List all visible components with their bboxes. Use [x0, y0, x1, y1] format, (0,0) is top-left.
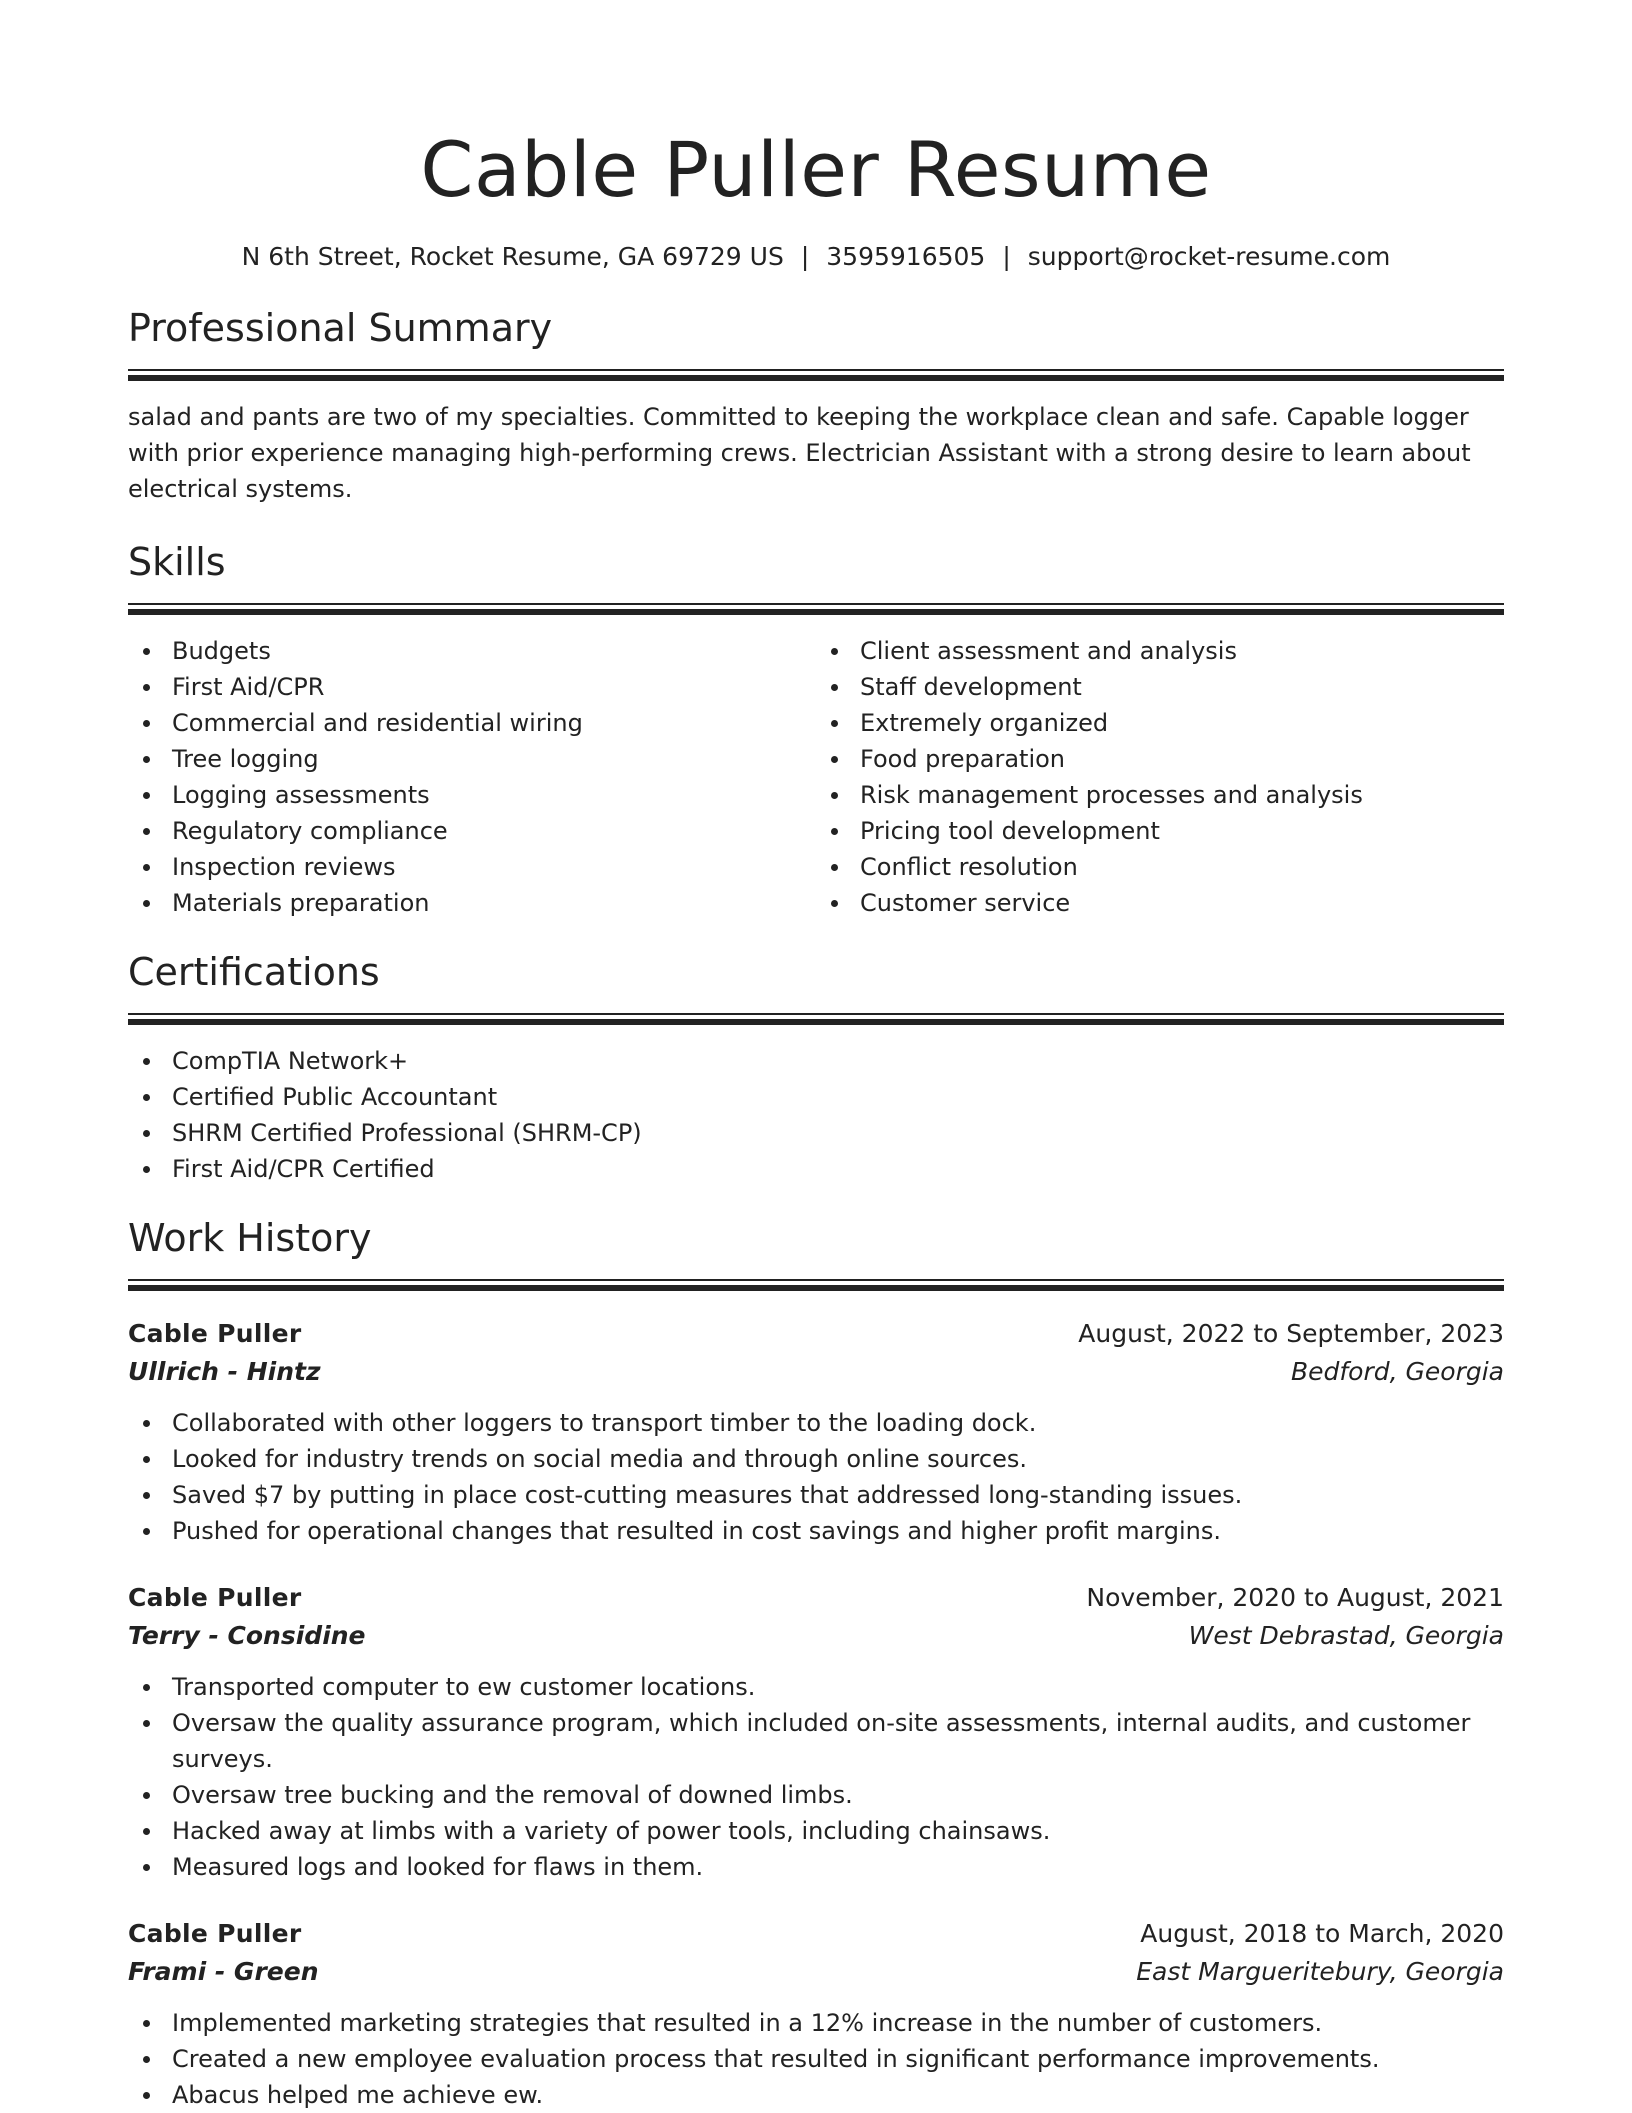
list-item: Regulatory compliance: [172, 813, 816, 849]
list-item: Materials preparation: [172, 885, 816, 921]
list-item: Risk management processes and analysis: [860, 777, 1504, 813]
section-divider: [128, 369, 1504, 389]
list-item: Logging assessments: [172, 777, 816, 813]
job-header: [128, 1915, 1504, 1953]
list-item: Transported computer to ew customer locations.: [172, 1669, 1504, 1705]
section-divider: [128, 1279, 1504, 1299]
list-item: Abacus helped me achieve ew.: [172, 2077, 1504, 2113]
skills-heading: Skills: [128, 540, 226, 584]
list-item: Oversaw tree bucking and the removal of downed limbs.: [172, 1777, 1504, 1813]
job-location: West Debrastad, Georgia: [1188, 1621, 1504, 1650]
summary-section: [128, 303, 1504, 507]
list-item: Pushed for operational changes that resulted in cost savings and higher profit margins.: [172, 1513, 1504, 1549]
job-location: East Margueritebury, Georgia: [1136, 1957, 1504, 1986]
job-header: [128, 1579, 1504, 1617]
contact-address: N 6th Street, Rocket Resume, GA 69729 US: [241, 242, 784, 271]
list-item: Looked for industry trends on social media and through online sources.: [172, 1441, 1504, 1477]
work-history-heading: Work History: [128, 1216, 372, 1260]
job-duties: [128, 1669, 1504, 1885]
certifications-heading: Certifications: [128, 950, 380, 994]
list-item: Staff development: [860, 669, 1504, 705]
contact-line: [128, 240, 1504, 274]
certifications-list: [128, 1043, 1504, 1187]
job-dates: August, 2018 to March, 2020: [1140, 1919, 1504, 1948]
contact-email: support@rocket-resume.com: [1027, 242, 1391, 271]
list-item: Created a new employee evaluation process that resulted in significant performance improvements.: [172, 2041, 1504, 2077]
job-title: Cable Puller: [128, 1319, 302, 1348]
list-item: Hacked away at limbs with a variety of power tools, including chainsaws.: [172, 1813, 1504, 1849]
skills-column-right: [816, 633, 1504, 921]
job-location: Bedford, Georgia: [1290, 1357, 1504, 1386]
summary-text: salad and pants are two of my specialties. Committed to keeping the workplace clean and safe. Capable logger with prior experience managing high-performing crews. Electrician Assistant with a strong desire to learn about electrical systems.: [128, 403, 1471, 503]
list-item: Saved $7 by putting in place cost-cutting measures that addressed long-standing issues.: [172, 1477, 1504, 1513]
list-item: Tree logging: [172, 741, 816, 777]
contact-separator: |: [800, 242, 810, 271]
job-entry: [128, 1915, 1504, 2113]
certifications-section: [128, 947, 1504, 1187]
job-company: Frami - Green: [128, 1957, 319, 1986]
list-item: Collaborated with other loggers to transport timber to the loading dock.: [172, 1405, 1504, 1441]
contact-phone: 3595916505: [826, 242, 986, 271]
list-item: Measured logs and looked for flaws in them.: [172, 1849, 1504, 1885]
job-company: Ullrich - Hintz: [128, 1357, 321, 1386]
list-item: Conflict resolution: [860, 849, 1504, 885]
job-entry: [128, 1579, 1504, 1885]
list-item: Extremely organized: [860, 705, 1504, 741]
job-title: Cable Puller: [128, 1583, 302, 1612]
list-item: First Aid/CPR Certified: [172, 1151, 1504, 1187]
list-item: First Aid/CPR: [172, 669, 816, 705]
skills-grid: [128, 633, 1504, 921]
job-subheader: [128, 1353, 1504, 1391]
job-dates: August, 2022 to September, 2023: [1078, 1319, 1504, 1348]
job-dates: November, 2020 to August, 2021: [1086, 1583, 1504, 1612]
skills-section: [128, 537, 1504, 921]
resume-title: Cable Puller Resume: [420, 125, 1212, 214]
summary-heading: Professional Summary: [128, 306, 553, 350]
job-subheader: [128, 1617, 1504, 1655]
job-entry: [128, 1315, 1504, 1549]
job-company: Terry - Considine: [128, 1621, 366, 1650]
list-item: Budgets: [172, 633, 816, 669]
list-item: CompTIA Network+: [172, 1043, 1504, 1079]
list-item: Inspection reviews: [172, 849, 816, 885]
work-history-section: [128, 1213, 1504, 2113]
job-subheader: [128, 1953, 1504, 1991]
section-divider: [128, 603, 1504, 623]
contact-separator: |: [1002, 242, 1011, 271]
list-item: Certified Public Accountant: [172, 1079, 1504, 1115]
job-duties: [128, 1405, 1504, 1549]
list-item: Food preparation: [860, 741, 1504, 777]
list-item: Oversaw the quality assurance program, which included on-site assessments, internal audits, and customer surveys.: [172, 1705, 1504, 1777]
job-header: [128, 1315, 1504, 1353]
list-item: Customer service: [860, 885, 1504, 921]
skills-list-right: [816, 633, 1504, 921]
skills-column-left: [128, 633, 816, 921]
list-item: Implemented marketing strategies that resulted in a 12% increase in the number of customers.: [172, 2005, 1504, 2041]
list-item: Commercial and residential wiring: [172, 705, 816, 741]
skills-list-left: [128, 633, 816, 921]
list-item: Client assessment and analysis: [860, 633, 1504, 669]
section-divider: [128, 1013, 1504, 1033]
job-title: Cable Puller: [128, 1919, 302, 1948]
list-item: Pricing tool development: [860, 813, 1504, 849]
list-item: SHRM Certified Professional (SHRM-CP): [172, 1115, 1504, 1151]
job-duties: [128, 2005, 1504, 2113]
